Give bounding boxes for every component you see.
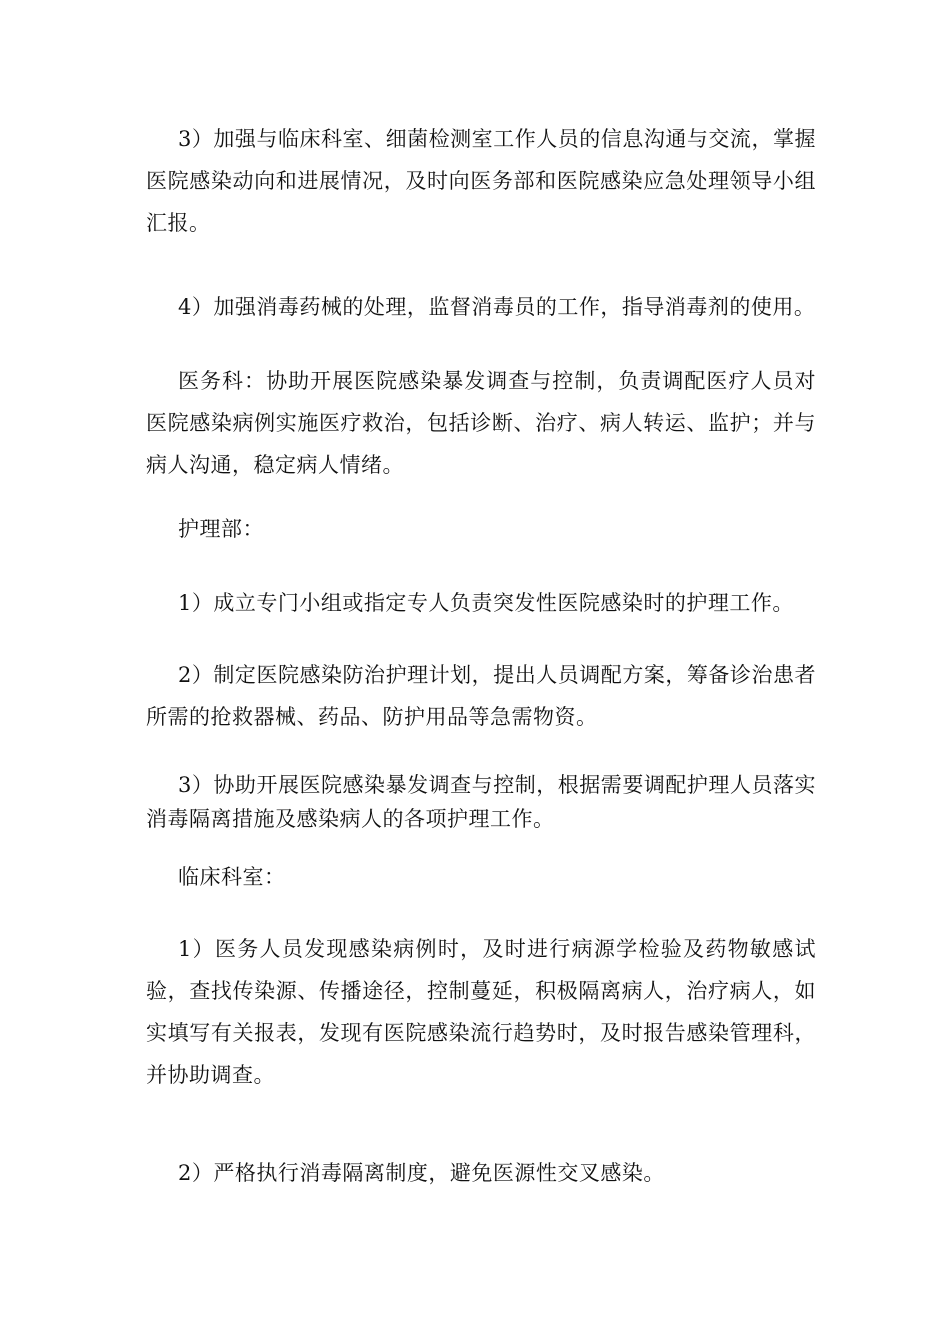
paragraph-infection-office-item-3: 3）加强与临床科室、细菌检测室工作人员的信息沟通与交流，掌握医院感染动向和进展情况，及时向医务部和医院感染应急处理领导小组汇报。: [146, 127, 816, 235]
paragraph-clinical-item-2: 2）严格执行消毒隔离制度，避免医源性交叉感染。: [178, 1161, 665, 1185]
paragraph-nursing-item-3: 3）协助开展医院感染暴发调查与控制，根据需要调配护理人员落实消毒隔离措施及感染病人的各项护理工作。: [146, 773, 816, 831]
heading-clinical-departments: 临床科室：: [178, 865, 286, 889]
paragraph-nursing-item-1: 1）成立专门小组或指定专人负责突发性医院感染时的护理工作。: [178, 591, 794, 615]
paragraph-nursing-item-2: 2）制定医院感染防治护理计划，提出人员调配方案，筹备诊治患者所需的抢救器械、药品、防护用品等急需物资。: [146, 663, 816, 729]
heading-nursing-department: 护理部：: [178, 517, 264, 541]
paragraph-infection-office-item-4: 4）加强消毒药械的处理，监督消毒员的工作，指导消毒剂的使用。: [178, 295, 816, 319]
paragraph-medical-affairs: 医务科：协助开展医院感染暴发调查与控制，负责调配医疗人员对医院感染病例实施医疗救治，包括诊断、治疗、病人转运、监护；并与病人沟通，稳定病人情绪。: [146, 369, 816, 477]
paragraph-clinical-item-1: 1）医务人员发现感染病例时，及时进行病源学检验及药物敏感试验，查找传染源、传播途径，控制蔓延，积极隔离病人，治疗病人，如实填写有关报表，发现有医院感染流行趋势时，及时报告感染管理科，并协助调查。: [146, 937, 816, 1087]
